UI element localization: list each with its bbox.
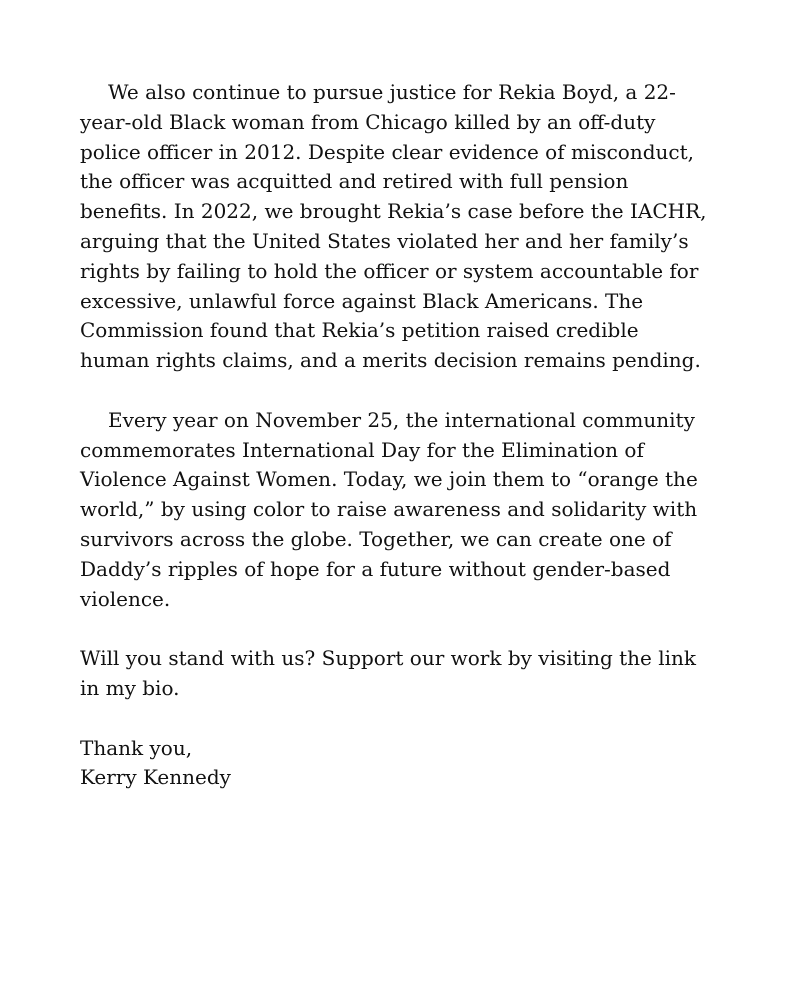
paragraph-rekia-boyd xyxy=(80,78,720,376)
text-line: arguing that the United States violated her and her family’s xyxy=(80,228,689,253)
paragraph-call-to-action xyxy=(80,644,720,704)
text-line: Daddy’s ripples of hope for a future without gender-based xyxy=(80,556,671,581)
text-line: Commission found that Rekia’s petition raised credible xyxy=(80,318,639,343)
text-line: violence. xyxy=(80,586,171,611)
paragraph-gap xyxy=(80,376,720,406)
paragraph-gap xyxy=(80,704,720,734)
text-line: commemorates International Day for the Elimination of xyxy=(80,437,644,462)
text-line: human rights claims, and a merits decision remains pending. xyxy=(80,348,701,373)
text-line: survivors across the globe. Together, we can create one of xyxy=(80,526,672,551)
text-line: benefits. In 2022, we brought Rekia’s case before the IACHR, xyxy=(80,199,707,224)
signature-block xyxy=(80,734,720,794)
text-line: police officer in 2012. Despite clear evidence of misconduct, xyxy=(80,139,694,164)
text-line: rights by failing to hold the officer or system accountable for xyxy=(80,258,699,283)
text-line: in my bio. xyxy=(80,675,180,700)
text-line: year-old Black woman from Chicago killed by an off-duty xyxy=(80,109,656,134)
letter-body xyxy=(80,78,720,793)
text-line: Every year on November 25, the international community xyxy=(108,407,695,432)
closing-line: Thank you, xyxy=(80,735,193,760)
text-line: world,” by using color to raise awareness and solidarity with xyxy=(80,497,698,522)
paragraph-gap xyxy=(80,614,720,644)
text-line: the officer was acquitted and retired with full pension xyxy=(80,169,629,194)
paragraph-november-25 xyxy=(80,406,720,615)
text-line: Violence Against Women. Today, we join them to “orange the xyxy=(80,467,698,492)
text-line: We also continue to pursue justice for Rekia Boyd, a 22- xyxy=(108,80,676,104)
signature-name: Kerry Kennedy xyxy=(80,765,231,790)
text-line: Will you stand with us? Support our work by visiting the link xyxy=(80,646,697,671)
text-line: excessive, unlawful force against Black Americans. The xyxy=(80,288,644,313)
